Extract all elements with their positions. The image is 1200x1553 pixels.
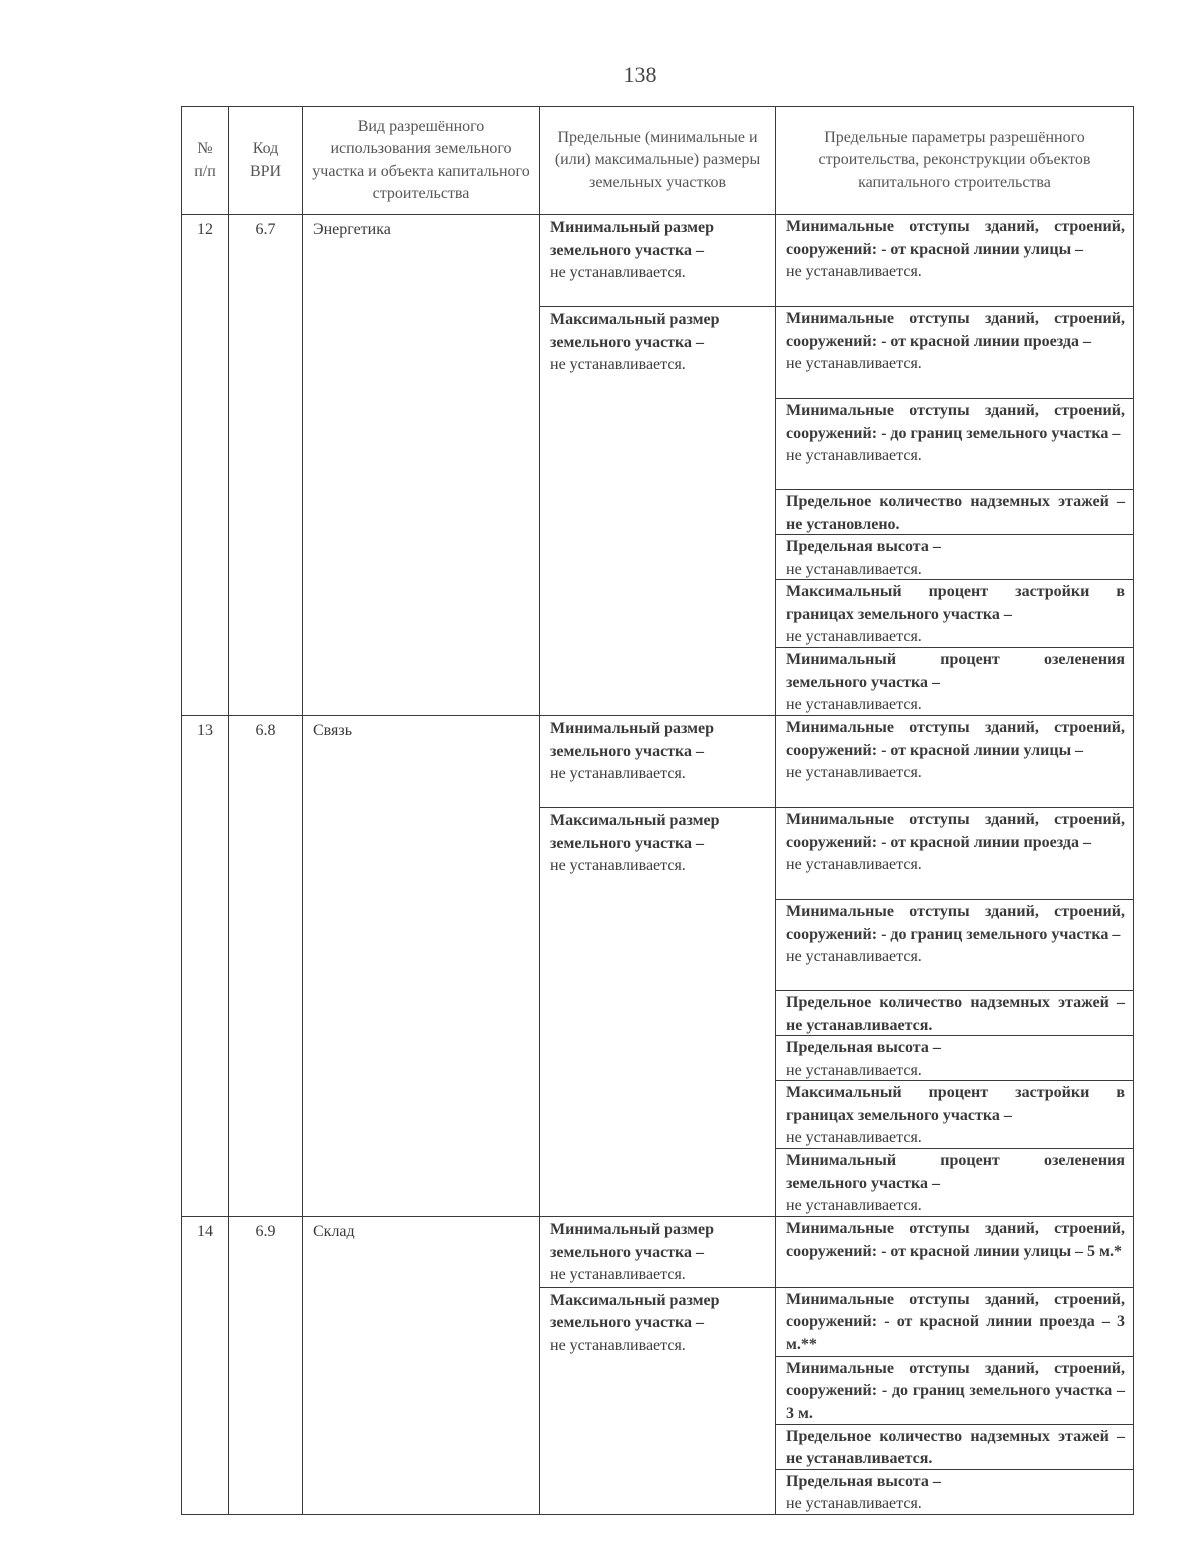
param-value: не устанавливается. <box>786 263 922 280</box>
param-block <box>776 1217 1133 1285</box>
param-title: Минимальные отступы зданий, строений, сооружений: <box>786 719 1125 759</box>
header-num: № п/п <box>182 107 229 215</box>
params-cell <box>776 1217 1134 1288</box>
param-value: не устанавливается. <box>786 856 922 873</box>
param-value: не устанавливается. <box>786 1495 922 1512</box>
table-row <box>182 1217 1134 1288</box>
param-title: Предельное количество надземных этажей – не устанавливается. <box>786 994 1125 1034</box>
header-size: Предельные (минимальные и (или) максимальные) размеры земельных участков <box>540 107 776 215</box>
param-title: Максимальный процент застройки в границах земельного участка – <box>786 1084 1125 1124</box>
param-title: Предельное количество надземных этажей – не устанавливается. <box>786 1427 1125 1467</box>
param-block <box>776 398 1133 489</box>
param-line: - от красной линии проезда – 3 м.** <box>786 1313 1126 1353</box>
param-block <box>776 579 1133 647</box>
param-line: - от красной линии улицы – <box>881 741 1084 759</box>
param-block <box>776 1148 1133 1216</box>
min-size-cell <box>540 716 776 808</box>
min-size-cell <box>540 1217 776 1288</box>
param-value: не устанавливается. <box>786 1129 922 1146</box>
param-title: Предельная высота – <box>786 538 941 555</box>
row-use-name: Склад <box>303 1217 540 1515</box>
min-size-title: Минимальный размер земельного участка – <box>550 219 715 259</box>
regulations-table <box>181 106 1134 1515</box>
param-value: не устанавливается. <box>786 1061 922 1079</box>
max-size-cell <box>540 307 776 716</box>
param-value: не устанавливается. <box>786 696 922 713</box>
max-size-cell <box>540 808 776 1217</box>
params-cell <box>776 716 1134 808</box>
param-title: Предельная высота – <box>786 1039 941 1056</box>
param-title: Минимальные отступы зданий, строений, сооружений: <box>786 811 1125 851</box>
param-block <box>776 215 1133 306</box>
param-value: не устанавливается. <box>786 1197 922 1214</box>
header-use: Вид разрешённого использования земельного участка и объекта капитального строительства <box>303 107 540 215</box>
row-code: 6.8 <box>229 716 303 1217</box>
max-size-value: не устанавливается. <box>550 356 686 373</box>
max-size-title: Максимальный размер земельного участка – <box>550 311 720 351</box>
param-block <box>776 1080 1133 1148</box>
param-value: не устанавливается. <box>786 355 922 372</box>
row-code: 6.7 <box>229 215 303 716</box>
param-block <box>776 990 1133 1035</box>
param-line: - от красной линии улицы – 5 м.* <box>881 1242 1122 1260</box>
params-cell <box>776 1287 1134 1514</box>
row-number: 12 <box>182 215 229 716</box>
param-title: Минимальные отступы зданий, строений, сооружений: <box>786 218 1125 258</box>
param-title: Минимальные отступы зданий, строений, сооружений: <box>786 1290 1125 1330</box>
max-size-value: не устанавливается. <box>550 857 686 874</box>
param-title: Минимальные отступы зданий, строений, сооружений: <box>786 1220 1125 1260</box>
max-size-title: Максимальный размер земельного участка – <box>550 1291 720 1331</box>
param-value: не устанавливается. <box>786 560 922 578</box>
params-cell <box>776 215 1134 307</box>
param-block <box>776 489 1133 534</box>
param-block <box>776 307 1133 398</box>
param-value: не устанавливается. <box>786 447 922 464</box>
param-title: Максимальный процент застройки в границах земельного участка – <box>786 583 1125 623</box>
min-size-value: не устанавливается. <box>550 264 686 281</box>
min-size-value: не устанавливается. <box>550 1266 686 1283</box>
param-value: не устанавливается. <box>786 628 922 645</box>
param-block <box>776 647 1133 715</box>
header-code: Код ВРИ <box>229 107 303 215</box>
row-use-name: Энергетика <box>303 215 540 716</box>
param-block <box>776 1288 1133 1356</box>
row-code: 6.9 <box>229 1217 303 1515</box>
min-size-cell <box>540 215 776 307</box>
param-line: - до границ земельного участка – <box>881 925 1121 943</box>
min-size-title: Минимальный размер земельного участка – <box>550 720 715 760</box>
max-size-title: Максимальный размер земельного участка – <box>550 812 720 852</box>
param-title: Предельная высота – <box>786 1472 941 1490</box>
param-block <box>776 1035 1133 1080</box>
param-line: - до границ земельного участка – <box>881 424 1121 442</box>
param-line: - от красной линии улицы – <box>881 240 1084 258</box>
param-title: Минимальные отступы зданий, строений, сооружений: <box>786 903 1125 943</box>
param-title: Минимальные отступы зданий, строений, сооружений: <box>786 402 1125 442</box>
table-row <box>182 716 1134 808</box>
param-title: Минимальные отступы зданий, строений, сооружений: <box>786 1359 1125 1399</box>
min-size-title: Минимальный размер земельного участка – <box>550 1221 715 1261</box>
table-row <box>182 215 1134 307</box>
param-block <box>776 534 1133 579</box>
param-value: не устанавливается. <box>786 764 922 781</box>
param-block <box>776 1469 1133 1514</box>
table-header-row <box>182 107 1134 215</box>
param-line: - от красной линии проезда – <box>881 332 1091 350</box>
params-cell <box>776 808 1134 1217</box>
param-block <box>776 808 1133 899</box>
min-size-value: не устанавливается. <box>550 765 686 782</box>
param-line: - до границ земельного участка – 3 м. <box>786 1382 1125 1422</box>
param-line: - от красной линии проезда – <box>881 833 1091 851</box>
header-params: Предельные параметры разрешённого строительства, реконструкции объектов капитального строительства <box>776 107 1134 215</box>
param-title: Предельное количество надземных этажей – не установлено. <box>786 493 1125 533</box>
max-size-cell <box>540 1287 776 1514</box>
page-number: 138 <box>623 62 657 87</box>
param-title: Минимальный процент озеленения земельного участка – <box>786 1152 1125 1192</box>
param-title: Минимальные отступы зданий, строений, сооружений: <box>786 310 1125 350</box>
max-size-value: не устанавливается. <box>550 1336 686 1354</box>
row-number: 13 <box>182 716 229 1217</box>
param-block <box>776 899 1133 990</box>
param-block <box>776 1424 1133 1469</box>
row-use-name: Связь <box>303 716 540 1217</box>
param-block <box>776 716 1133 807</box>
param-block <box>776 1356 1133 1424</box>
param-value: не устанавливается. <box>786 948 922 965</box>
param-title: Минимальный процент озеленения земельного участка – <box>786 651 1125 691</box>
params-cell <box>776 307 1134 716</box>
row-number: 14 <box>182 1217 229 1515</box>
